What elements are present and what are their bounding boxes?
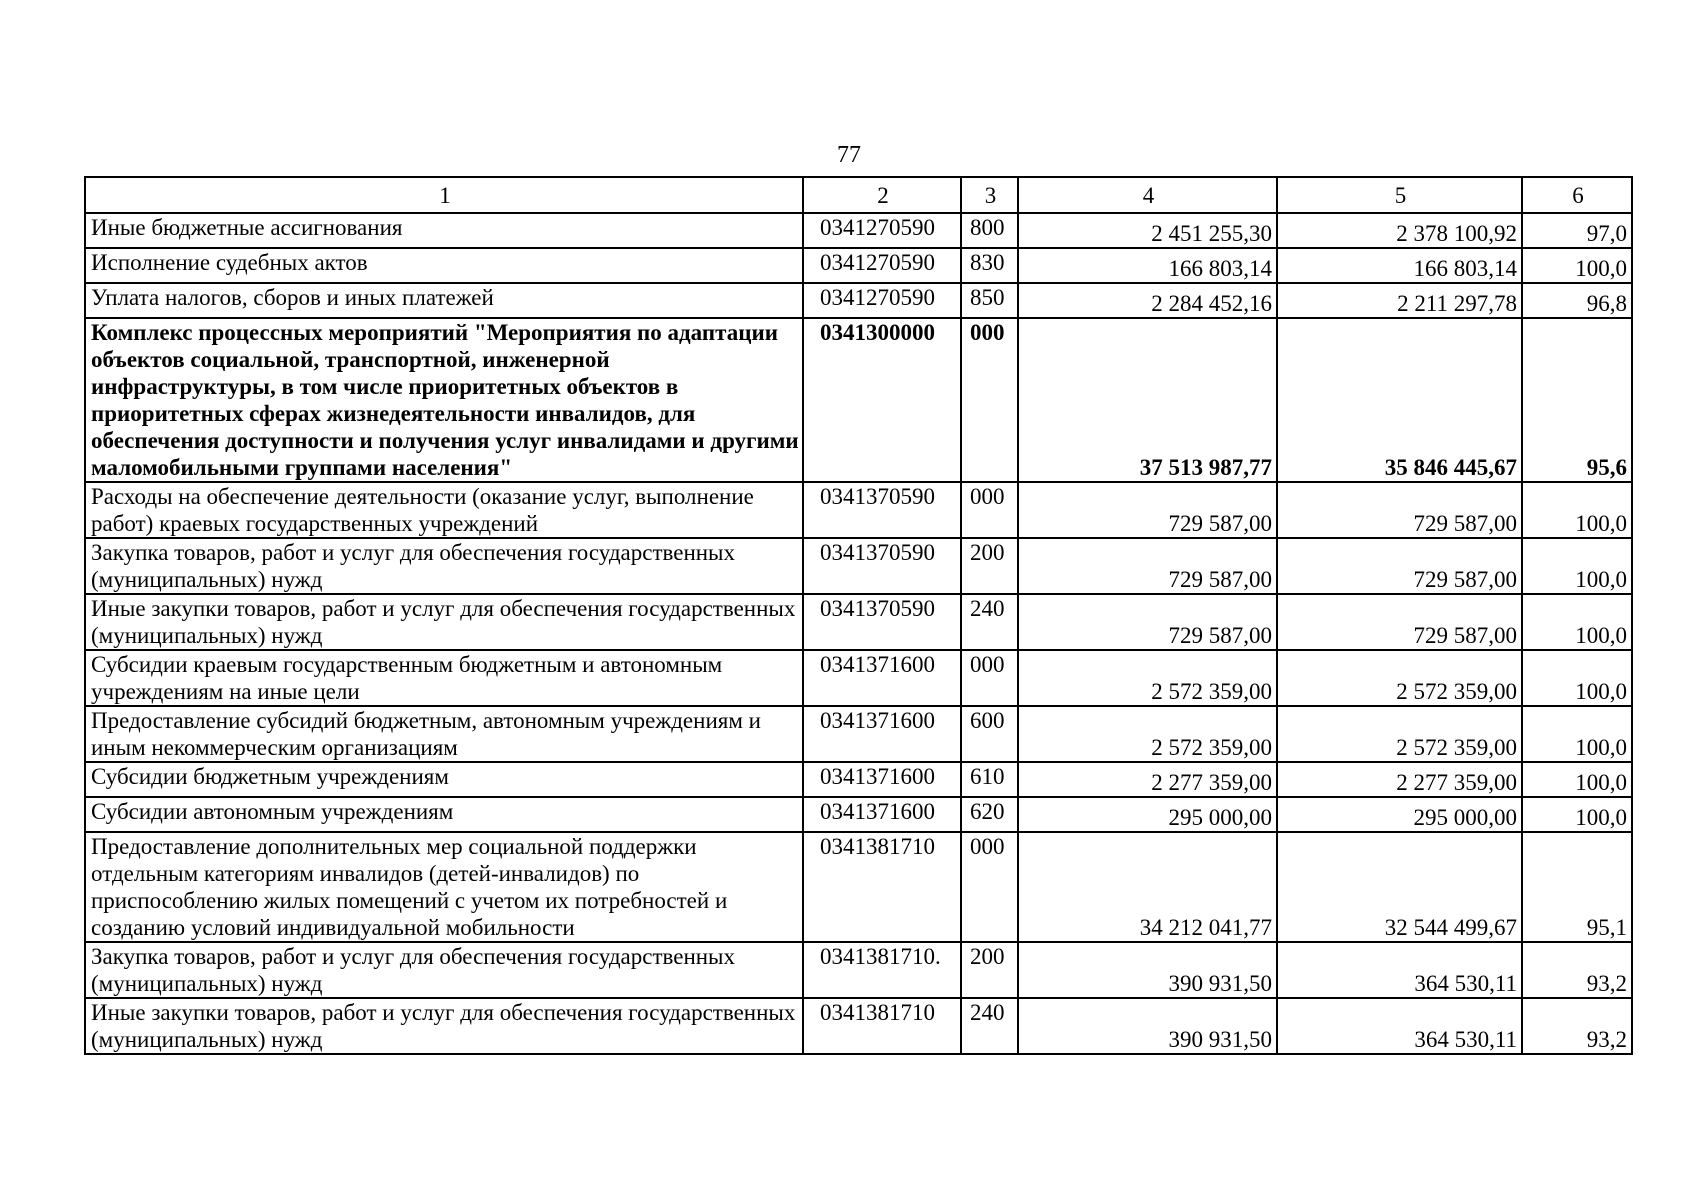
row-fact-cell: 35 846 445,67 [1277,318,1522,482]
table-row [85,942,1632,998]
row-kvr-cell: 240 [961,594,1018,650]
row-name-cell: Комплекс процессных мероприятий "Мероприятия по адаптации объектов социальной, транспортной, инженерной инфраструктуры, в том числе приоритетных объектов в приоритетных сферах жизнедеятельности инвалидов, для обеспечения доступности и получения услуг инвалидами и другими маломобильными группами населения" [85,318,803,482]
row-plan-cell: 390 931,50 [1018,998,1277,1054]
table-row [85,594,1632,650]
row-plan-cell: 166 803,14 [1018,248,1277,283]
row-kvr-cell: 620 [961,797,1018,832]
row-percent-cell: 95,1 [1522,832,1632,942]
row-percent-cell: 93,2 [1522,942,1632,998]
row-fact-cell: 729 587,00 [1277,538,1522,594]
row-code-cell: 0341370590 [803,594,961,650]
row-kvr-cell: 200 [961,538,1018,594]
row-fact-cell: 364 530,11 [1277,942,1522,998]
row-kvr-cell: 000 [961,318,1018,482]
row-plan-cell: 2 284 452,16 [1018,283,1277,318]
row-kvr-cell: 000 [961,832,1018,942]
row-kvr-cell: 000 [961,482,1018,538]
row-code-cell: 0341381710. [803,942,961,998]
row-plan-cell: 295 000,00 [1018,797,1277,832]
row-plan-cell: 34 212 041,77 [1018,832,1277,942]
row-percent-cell: 100,0 [1522,762,1632,797]
row-plan-cell: 2 572 359,00 [1018,650,1277,706]
row-name-cell: Иные закупки товаров, работ и услуг для обеспечения государственных (муниципальных) нужд [85,998,803,1054]
row-code-cell: 0341270590 [803,213,961,248]
table-row [85,283,1632,318]
row-name-cell: Расходы на обеспечение деятельности (оказание услуг, выполнение работ) краевых государственных учреждений [85,482,803,538]
row-plan-cell: 2 277 359,00 [1018,762,1277,797]
table-row [85,797,1632,832]
table-row [85,762,1632,797]
row-percent-cell: 97,0 [1522,213,1632,248]
table-row [85,538,1632,594]
table-row [85,650,1632,706]
column-header: 6 [1522,177,1632,213]
row-code-cell: 0341371600 [803,650,961,706]
column-header: 5 [1277,177,1522,213]
row-percent-cell: 100,0 [1522,482,1632,538]
row-plan-cell: 729 587,00 [1018,482,1277,538]
row-plan-cell: 37 513 987,77 [1018,318,1277,482]
row-name-cell: Иные закупки товаров, работ и услуг для обеспечения государственных (муниципальных) нужд [85,594,803,650]
row-kvr-cell: 800 [961,213,1018,248]
row-kvr-cell: 830 [961,248,1018,283]
row-code-cell: 0341270590 [803,283,961,318]
budget-table [84,176,1633,1055]
page-number: 77 [837,142,861,168]
row-code-cell: 0341381710 [803,832,961,942]
row-percent-cell: 96,8 [1522,283,1632,318]
row-name-cell: Субсидии бюджетным учреждениям [85,762,803,797]
row-fact-cell: 166 803,14 [1277,248,1522,283]
row-code-cell: 0341370590 [803,538,961,594]
table-row [85,213,1632,248]
row-code-cell: 0341300000 [803,318,961,482]
row-plan-cell: 729 587,00 [1018,538,1277,594]
row-kvr-cell: 850 [961,283,1018,318]
row-name-cell: Субсидии краевым государственным бюджетным и автономным учреждениям на иные цели [85,650,803,706]
row-kvr-cell: 610 [961,762,1018,797]
row-percent-cell: 100,0 [1522,538,1632,594]
row-kvr-cell: 600 [961,706,1018,762]
row-fact-cell: 295 000,00 [1277,797,1522,832]
row-name-cell: Предоставление дополнительных мер социальной поддержки отдельным категориям инвалидов (детей-инвалидов) по приспособлению жилых помещений с учетом их потребностей и созданию условий индивидуальной мобильности [85,832,803,942]
row-code-cell: 0341370590 [803,482,961,538]
row-name-cell: Субсидии автономным учреждениям [85,797,803,832]
table-row [85,482,1632,538]
row-fact-cell: 729 587,00 [1277,482,1522,538]
row-code-cell: 0341381710 [803,998,961,1054]
row-name-cell: Предоставление субсидий бюджетным, автономным учреждениям и иным некоммерческим организациям [85,706,803,762]
row-code-cell: 0341371600 [803,797,961,832]
table-row [85,998,1632,1054]
row-kvr-cell: 200 [961,942,1018,998]
row-percent-cell: 100,0 [1522,594,1632,650]
row-fact-cell: 729 587,00 [1277,594,1522,650]
row-fact-cell: 32 544 499,67 [1277,832,1522,942]
row-name-cell: Исполнение судебных актов [85,248,803,283]
row-code-cell: 0341371600 [803,706,961,762]
row-fact-cell: 364 530,11 [1277,998,1522,1054]
row-percent-cell: 100,0 [1522,248,1632,283]
row-plan-cell: 2 451 255,30 [1018,213,1277,248]
column-header: 4 [1018,177,1277,213]
table-row [85,832,1632,942]
row-plan-cell: 2 572 359,00 [1018,706,1277,762]
table-row [85,706,1632,762]
row-code-cell: 0341270590 [803,248,961,283]
row-percent-cell: 93,2 [1522,998,1632,1054]
row-code-cell: 0341371600 [803,762,961,797]
table-header-row [85,177,1632,213]
column-header: 1 [85,177,803,213]
row-fact-cell: 2 277 359,00 [1277,762,1522,797]
row-kvr-cell: 000 [961,650,1018,706]
column-header: 2 [803,177,961,213]
row-name-cell: Уплата налогов, сборов и иных платежей [85,283,803,318]
row-fact-cell: 2 378 100,92 [1277,213,1522,248]
row-fact-cell: 2 211 297,78 [1277,283,1522,318]
row-percent-cell: 100,0 [1522,797,1632,832]
table-row [85,318,1632,482]
row-name-cell: Иные бюджетные ассигнования [85,213,803,248]
row-percent-cell: 100,0 [1522,650,1632,706]
row-name-cell: Закупка товаров, работ и услуг для обеспечения государственных (муниципальных) нужд [85,942,803,998]
row-fact-cell: 2 572 359,00 [1277,706,1522,762]
row-percent-cell: 100,0 [1522,706,1632,762]
table-row [85,248,1632,283]
row-plan-cell: 390 931,50 [1018,942,1277,998]
row-percent-cell: 95,6 [1522,318,1632,482]
row-name-cell: Закупка товаров, работ и услуг для обеспечения государственных (муниципальных) нужд [85,538,803,594]
row-fact-cell: 2 572 359,00 [1277,650,1522,706]
row-plan-cell: 729 587,00 [1018,594,1277,650]
column-header: 3 [961,177,1018,213]
row-kvr-cell: 240 [961,998,1018,1054]
